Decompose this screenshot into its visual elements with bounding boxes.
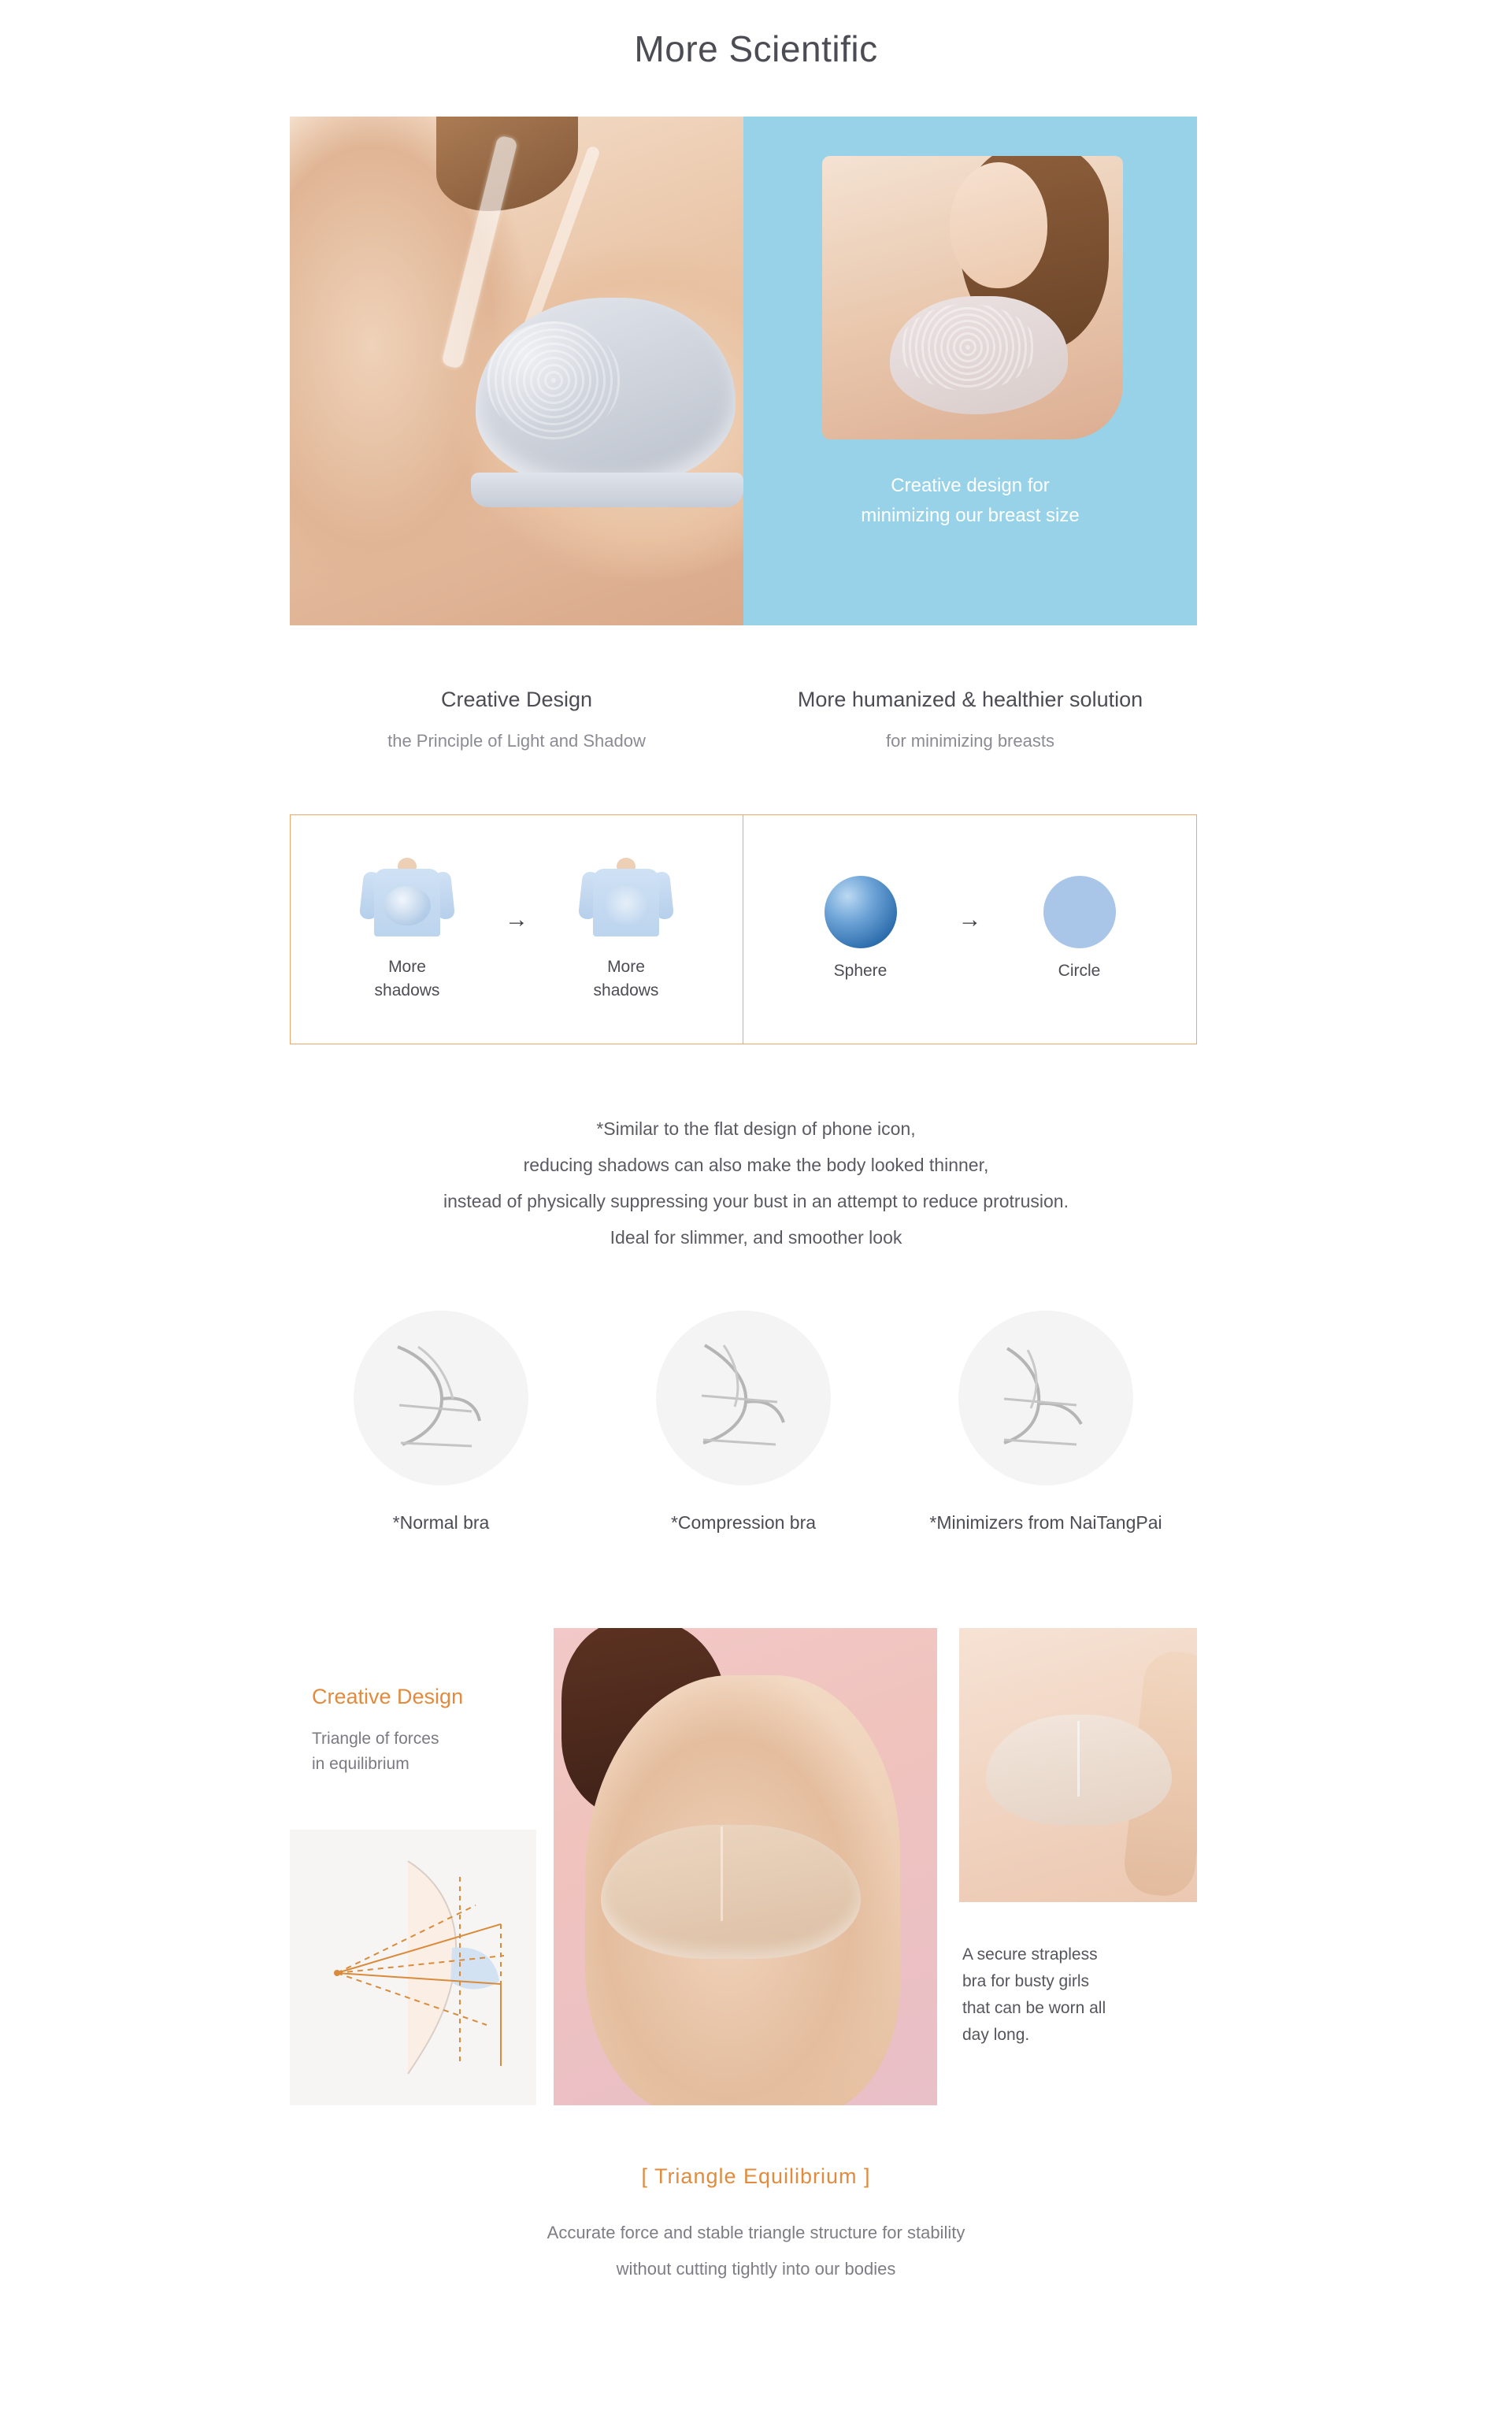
comparison-left-from-line2: shadows	[374, 981, 440, 999]
creative-design-subtitle-line1: Triangle of forces	[312, 1730, 439, 1748]
arrow-right-icon-2: →	[958, 907, 982, 933]
comparison-shadow-panel	[291, 815, 743, 1044]
footer-description	[0, 2215, 1512, 2287]
strapless-note-line4: day long.	[962, 2026, 1030, 2044]
bra-cups-shape	[986, 1715, 1172, 1825]
bra-type-label-compression: *Compression bra	[670, 1512, 817, 1533]
hero-caption-line1: Creative design for	[891, 475, 1050, 496]
comparison-left-from-line1: More	[388, 958, 426, 976]
hero-right-image	[822, 156, 1123, 439]
comparison-left-to-line1: More	[607, 958, 645, 976]
circle-icon	[1043, 876, 1116, 948]
bra-type-label-normal: *Normal bra	[392, 1512, 490, 1533]
strapless-bra-closeup-photo	[959, 1628, 1197, 1902]
bra-type-label-minimizer: *Minimizers from NaiTangPai	[929, 1512, 1162, 1533]
note-line-1: *Similar to the flat design of phone icon,	[596, 1118, 916, 1139]
footer-title: [ Triangle Equilibrium ]	[641, 2164, 871, 2188]
bra-silhouette-normal-icon	[354, 1311, 528, 1485]
hero-caption-line2: minimizing our breast size	[861, 505, 1080, 526]
bra-type-item-normal	[290, 1311, 592, 1534]
feature-caption-left	[290, 684, 743, 755]
hero-left-image	[290, 117, 743, 625]
bra-type-item-minimizer	[895, 1311, 1197, 1534]
comparison-box	[290, 814, 1197, 1044]
face-shape	[950, 162, 1047, 288]
hero-banner	[290, 117, 1197, 625]
comparison-item-sphere	[790, 876, 932, 983]
hero-right-panel	[743, 117, 1197, 625]
hero-caption	[743, 471, 1197, 531]
comparison-shape-panel	[743, 815, 1196, 1044]
feature-captions	[290, 684, 1197, 755]
sphere-icon	[825, 876, 897, 948]
creative-design-subtitle-line2: in equilibrium	[312, 1755, 410, 1773]
strapless-bra-shape	[601, 1825, 861, 1959]
bra-band-shape	[471, 473, 743, 507]
arrow-right-icon: →	[505, 907, 528, 933]
strapless-note-line2: bra for busty girls	[962, 1972, 1090, 1990]
caption-right-subtitle: for minimizing breasts	[886, 731, 1054, 751]
creative-design-subtitle	[312, 1726, 548, 1777]
strapless-note-line3: that can be worn all	[962, 1999, 1106, 2017]
explanatory-note	[0, 1111, 1512, 1255]
triangle-of-forces-diagram	[290, 1830, 536, 2105]
bra-type-comparison	[290, 1311, 1197, 1534]
strapless-bra-note	[962, 1941, 1199, 2049]
strapless-bra-model-photo	[554, 1628, 937, 2105]
bra-type-item-compression	[592, 1311, 895, 1534]
note-line-3: instead of physically suppressing your bust in an attempt to reduce protrusion.	[443, 1191, 1069, 1211]
bra-silhouette-minimizer-icon	[958, 1311, 1133, 1485]
note-line-4: Ideal for slimmer, and smoother look	[610, 1227, 902, 1248]
comparison-right-from-label: Sphere	[833, 962, 888, 980]
page-title: More Scientific	[634, 28, 878, 69]
creative-design-title: Creative Design	[312, 1685, 464, 1708]
caption-left-title: Creative Design	[440, 688, 593, 711]
bra-center-seam	[721, 1826, 723, 1921]
caption-right-title: More humanized & healthier solution	[797, 688, 1143, 711]
torso-flat-icon	[579, 856, 673, 944]
bra-shape-right	[890, 296, 1068, 414]
torso-shadow-icon	[360, 856, 454, 944]
feature-caption-right	[743, 684, 1197, 755]
comparison-left-to-line2: shadows	[593, 981, 659, 999]
bra-silhouette-compression-icon	[656, 1311, 831, 1485]
comparison-right-to-label: Circle	[1058, 962, 1101, 980]
comparison-item-more-shadows	[336, 856, 478, 1003]
comparison-item-circle	[1009, 876, 1151, 983]
footer-line-1: Accurate force and stable triangle structure for stability	[547, 2223, 965, 2242]
note-line-2: reducing shadows can also make the body looked thinner,	[523, 1155, 989, 1175]
caption-left-subtitle: the Principle of Light and Shadow	[387, 731, 646, 751]
footer-line-2: without cutting tightly into our bodies	[616, 2259, 896, 2279]
comparison-item-less-shadows	[555, 856, 697, 1003]
strapless-note-line1: A secure strapless	[962, 1945, 1098, 1964]
